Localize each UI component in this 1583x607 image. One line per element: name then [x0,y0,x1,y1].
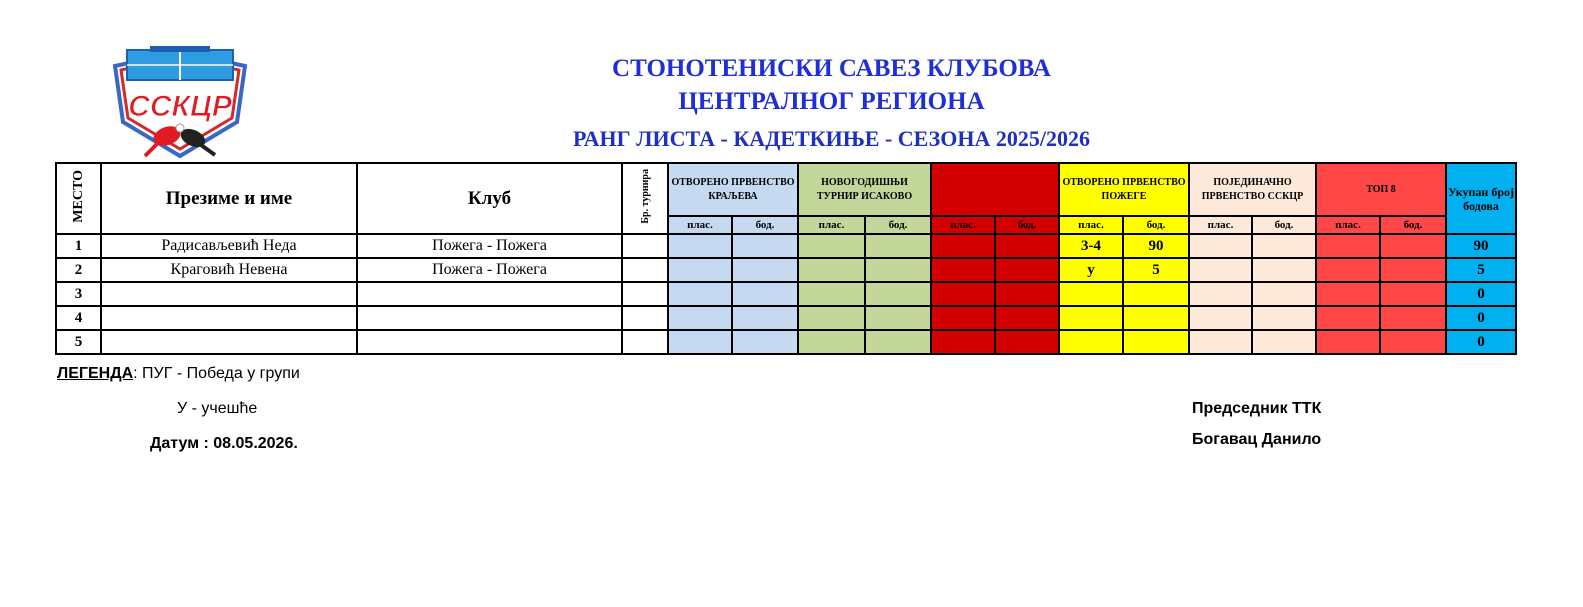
cell-club: Пожега - Пожега [357,258,622,282]
cell-g2b [865,234,931,258]
cell-g4p [1059,282,1123,306]
cell-g6p [1316,330,1380,354]
cell-name [101,282,357,306]
cell-g4b [1123,306,1189,330]
sub-plas: плас. [1316,216,1380,234]
sub-bod: бод. [732,216,798,234]
cell-g2p [798,234,865,258]
signature-name: Богавац Данило [1192,431,1322,448]
cell-g1b [732,330,798,354]
cell-g1p [668,306,732,330]
cell-g6b [1380,234,1446,258]
cell-place: 4 [56,306,101,330]
cell-g2p [798,258,865,282]
header-group-sskcr: ПОЈЕДИНАЧНО ПРВЕНСТВО ССКЦР [1189,163,1316,216]
cell-g5p [1189,330,1252,354]
table-row [56,258,1516,282]
cell-g4b [1123,330,1189,354]
cell-g3b [995,258,1059,282]
cell-total: 0 [1446,282,1516,306]
federation-title-line2: ЦЕНТРАЛНОГ РЕГИОНА [678,88,985,115]
cell-g6p [1316,306,1380,330]
cell-club: Пожега - Пожега [357,234,622,258]
cell-g5b [1252,234,1316,258]
cell-g2b [865,258,931,282]
cell-br [622,282,668,306]
cell-br [622,234,668,258]
legend-label: ЛЕГЕНДА [57,365,134,382]
cell-g5b [1252,282,1316,306]
cell-g3p [931,282,995,306]
cell-g5p [1189,282,1252,306]
cell-g3p [931,234,995,258]
legend-line2: У - учешће [177,400,258,417]
cell-g1b [732,258,798,282]
header-place: МЕСТО [56,163,101,234]
header-club: Клуб [357,163,622,234]
cell-name: Радисављевић Неда [101,234,357,258]
cell-br [622,258,668,282]
cell-g4p [1059,306,1123,330]
cell-br [622,306,668,330]
cell-g5p [1189,306,1252,330]
cell-total: 90 [1446,234,1516,258]
cell-g3b [995,282,1059,306]
cell-g1p [668,330,732,354]
cell-g4b: 5 [1123,258,1189,282]
header-group-pozega: ОТВОРЕНО ПРВЕНСТВО ПОЖЕГЕ [1059,163,1189,216]
header-group-isakovo: НОВОГОДИШЊИ ТУРНИР ИСАКОВО [798,163,931,216]
cell-g4b: 90 [1123,234,1189,258]
cell-g6b [1380,306,1446,330]
cell-g3b [995,306,1059,330]
cell-g3b [995,330,1059,354]
cell-g1p [668,282,732,306]
cell-g5b [1252,330,1316,354]
cell-g6p [1316,258,1380,282]
cell-place: 3 [56,282,101,306]
cell-g6p [1316,282,1380,306]
cell-g5b [1252,258,1316,282]
cell-place: 5 [56,330,101,354]
cell-g2p [798,330,865,354]
cell-total: 0 [1446,306,1516,330]
cell-br [622,330,668,354]
sub-plas: плас. [668,216,732,234]
header-total: Укупан број бодова [1446,163,1516,234]
cell-g3p [931,258,995,282]
header-tournament-count: Бр. турнира [622,163,668,234]
header-group-kraljevo: ОТВОРЕНО ПРВЕНСТВО КРАЉЕВА [668,163,798,216]
header-group-top8: ТОП 8 [1316,163,1446,216]
sub-plas: плас. [931,216,995,234]
sub-bod: бод. [995,216,1059,234]
cell-g3p [931,330,995,354]
cell-g2p [798,306,865,330]
cell-club [357,306,622,330]
cell-g6b [1380,330,1446,354]
cell-club [357,330,622,354]
cell-g5p [1189,234,1252,258]
cell-g1p [668,234,732,258]
cell-g5b [1252,306,1316,330]
cell-name [101,330,357,354]
legend-line1 [57,365,300,383]
legend-pug: : ПУГ - Победа у групи [133,365,300,382]
ranking-table [55,162,1517,355]
cell-g1b [732,306,798,330]
cell-g1b [732,234,798,258]
legend-date: Датум : 08.05.2026. [150,435,298,452]
federation-title-line1: СТОНОТЕНИСКИ САВЕЗ КЛУБОВА [612,55,1051,82]
cell-g4b [1123,282,1189,306]
sub-bod: бод. [1123,216,1189,234]
table-row [56,330,1516,354]
cell-g5p [1189,258,1252,282]
table-row [56,306,1516,330]
sub-bod: бод. [1380,216,1446,234]
cell-g1b [732,282,798,306]
cell-total: 5 [1446,258,1516,282]
cell-g1p [668,258,732,282]
cell-g2b [865,306,931,330]
header-name: Презиме и име [101,163,357,234]
cell-g2b [865,282,931,306]
logo-text: ССКЦР [128,90,232,123]
header-group-red [931,163,1059,216]
cell-g6b [1380,282,1446,306]
sub-plas: плас. [1189,216,1252,234]
cell-place: 1 [56,234,101,258]
cell-g6b [1380,258,1446,282]
cell-g4p: у [1059,258,1123,282]
cell-name: Краговић Невена [101,258,357,282]
sub-plas: плас. [798,216,865,234]
signature-title: Председник ТТК [1192,400,1322,417]
sub-plas: плас. [1059,216,1123,234]
cell-club [357,282,622,306]
table-row [56,234,1516,258]
cell-name [101,306,357,330]
cell-g6p [1316,234,1380,258]
cell-g2p [798,282,865,306]
cell-g4p: 3-4 [1059,234,1123,258]
cell-g4p [1059,330,1123,354]
table-row [56,282,1516,306]
cell-place: 2 [56,258,101,282]
ranking-title: РАНГ ЛИСТА - КАДЕТКИЊЕ - СЕЗОНА 2025/2026 [573,126,1090,151]
cell-g2b [865,330,931,354]
cell-total: 0 [1446,330,1516,354]
sub-bod: бод. [1252,216,1316,234]
cell-g3p [931,306,995,330]
sub-bod: бод. [865,216,931,234]
cell-g3b [995,234,1059,258]
